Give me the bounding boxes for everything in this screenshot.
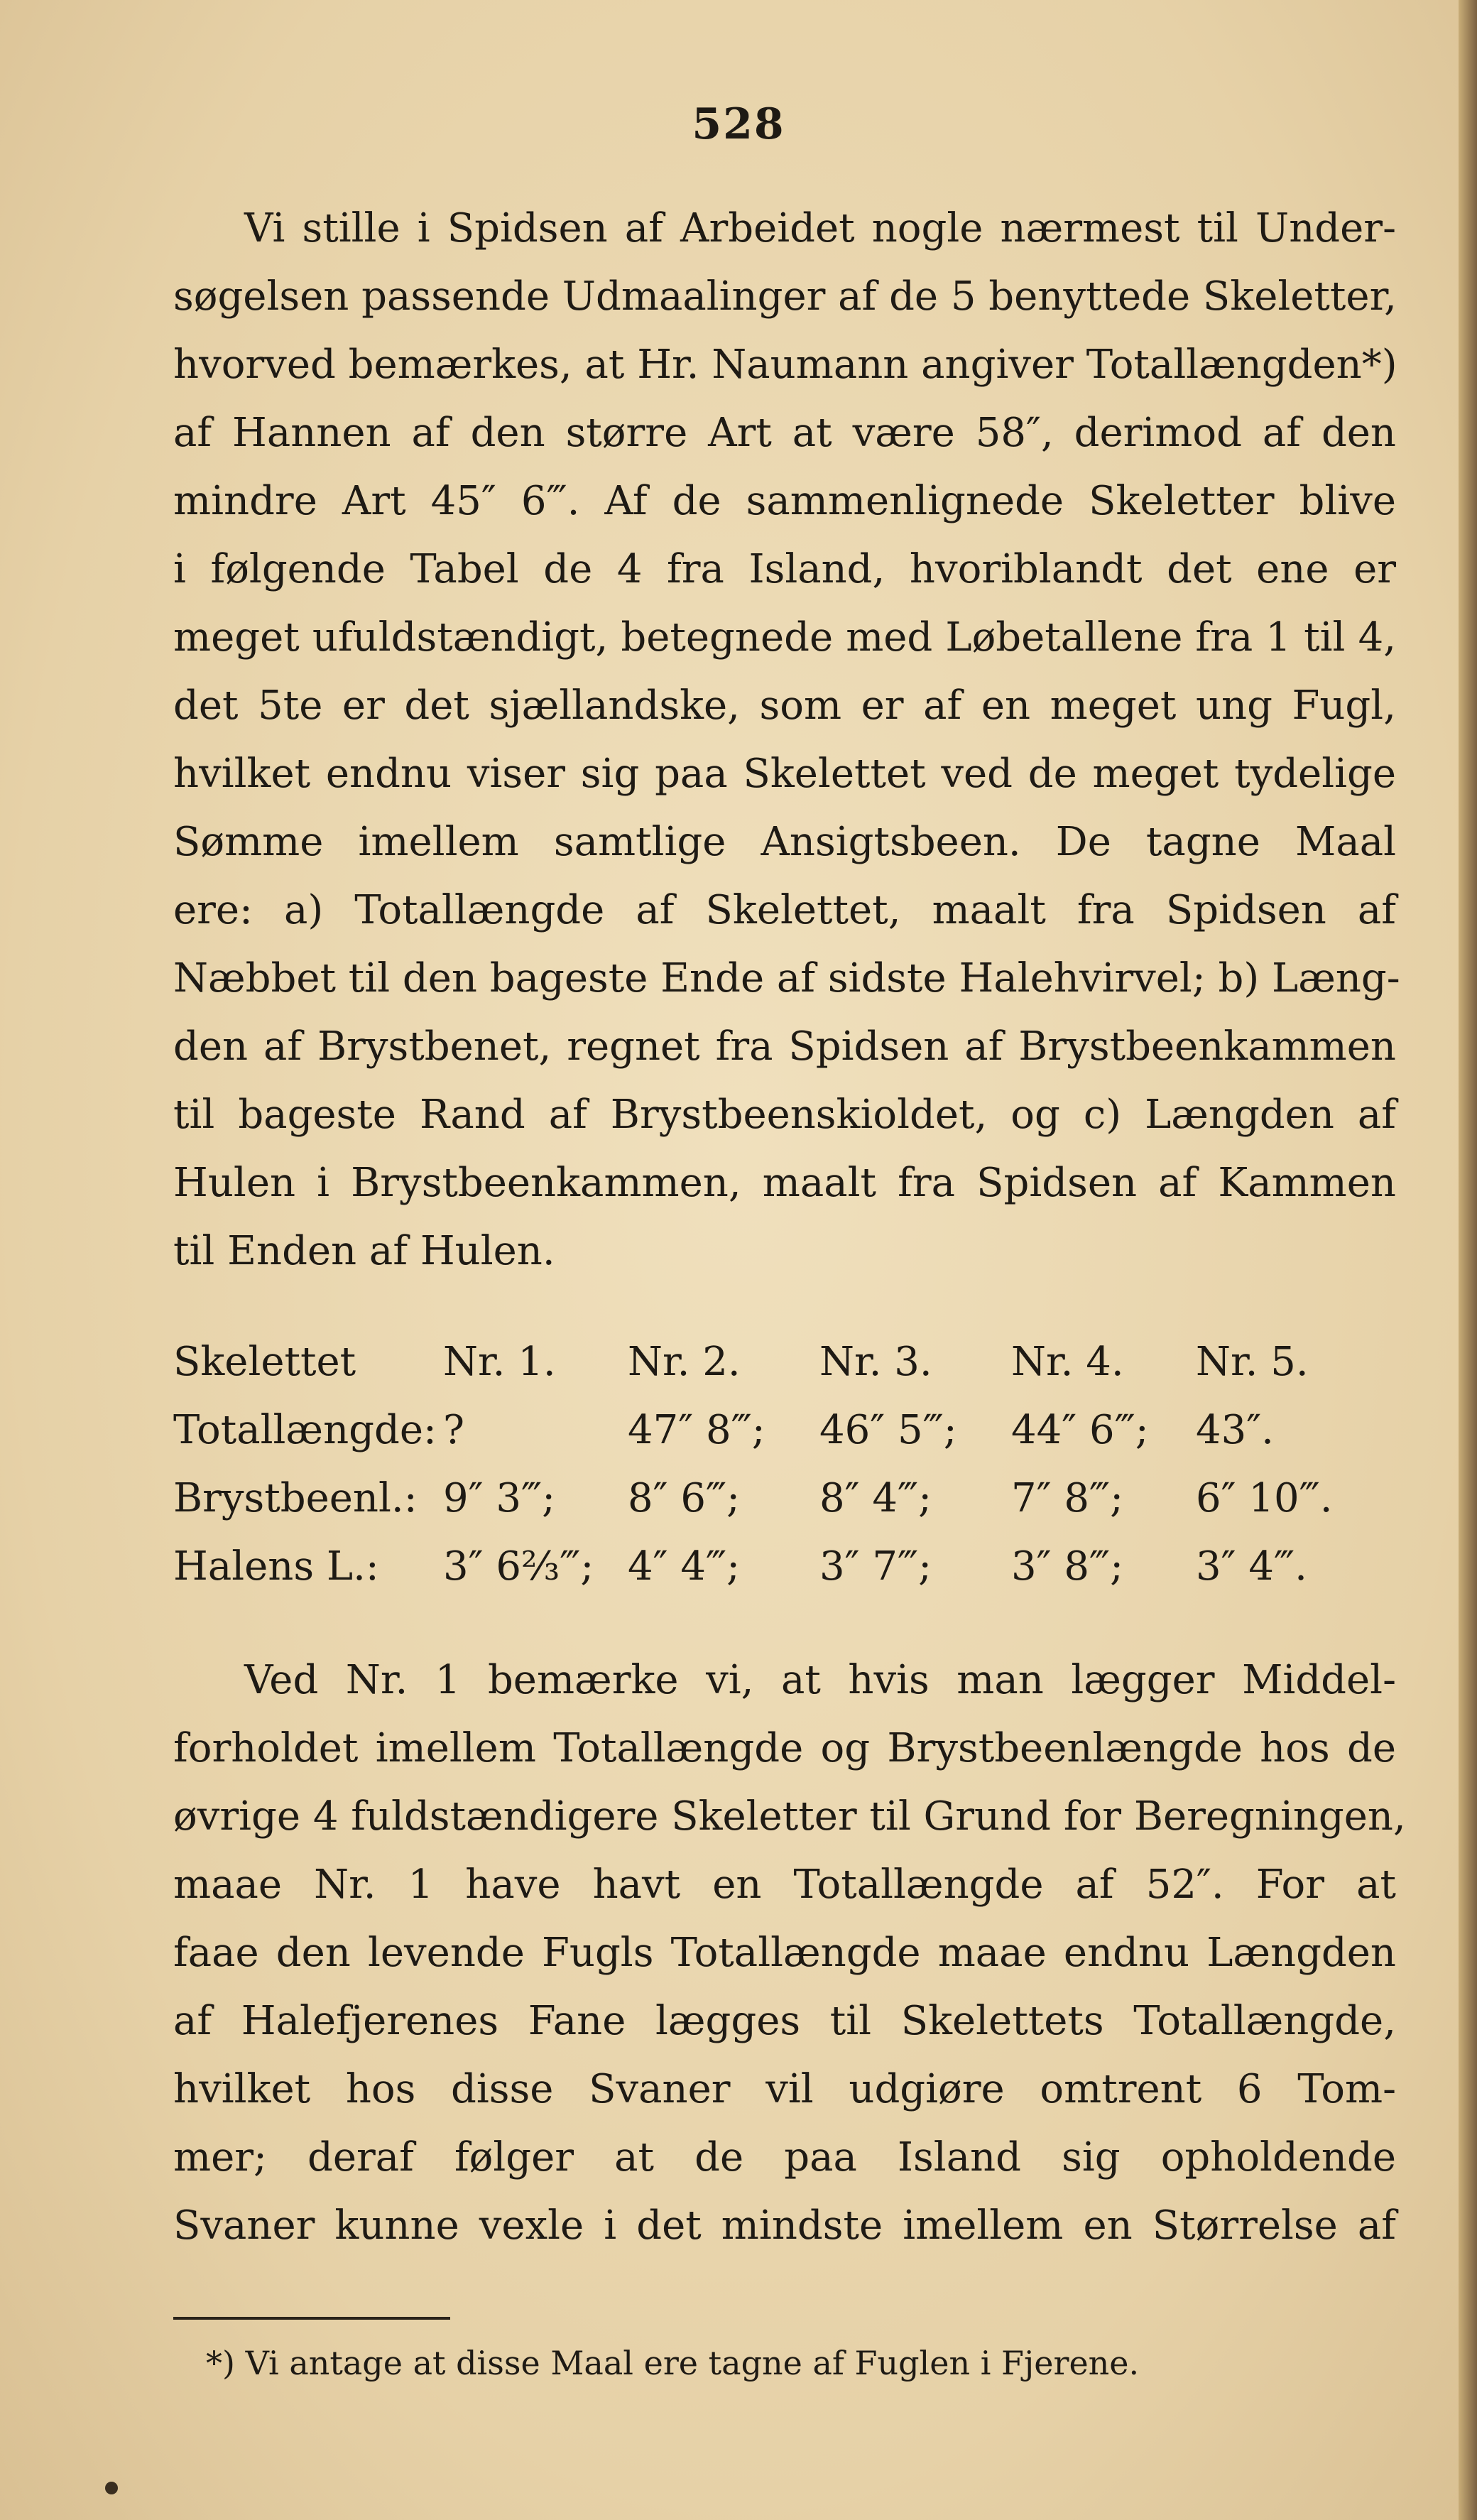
table-cell: 3″ 6⅔‴; <box>443 1543 594 1590</box>
table-cell: ? <box>443 1407 465 1453</box>
text-line: Næbbet til den bageste Ende af sidste Halehvirvel; b) Læng- <box>173 955 1400 1001</box>
table-cell: 8″ 4‴; <box>819 1475 932 1521</box>
table-cell: Brystbeenl.: <box>173 1475 418 1521</box>
text-line: maae Nr. 1 have havt en Totallængde af 52″. For at <box>173 1862 1396 1908</box>
footnote-divider <box>173 2317 450 2320</box>
table-cell: 44″ 6‴; <box>1011 1407 1149 1453</box>
table-cell: 3″ 4‴. <box>1196 1543 1307 1590</box>
table-header-cell: Nr. 4. <box>1011 1339 1124 1385</box>
text-line: faae den levende Fugls Totallængde maae endnu Længden <box>173 1930 1396 1976</box>
page-edge-shadow <box>1459 0 1477 2520</box>
text-line: Vi stille i Spidsen af Arbeidet nogle nærmest til Under- <box>244 205 1396 251</box>
text-line: søgelsen passende Udmaalinger af de 5 benyttede Skeletter, <box>173 273 1397 320</box>
text-line: Hulen i Brystbeenkammen, maalt fra Spidsen af Kammen <box>173 1160 1396 1206</box>
table-cell: 43″. <box>1196 1407 1274 1453</box>
paragraph-1 <box>173 195 1400 1286</box>
table-header-cell: Nr. 3. <box>819 1339 932 1385</box>
table-row <box>173 1533 1396 1601</box>
text-line: til bageste Rand af Brystbeenskioldet, og c) Længden af <box>173 1092 1396 1138</box>
table-cell: 47″ 8‴; <box>628 1407 765 1453</box>
text-line: meget ufuldstændigt, betegnede med Løbetallene fra 1 til 4, <box>173 614 1396 661</box>
table-header-row <box>173 1328 1396 1396</box>
text-line: mindre Art 45″ 6‴. Af de sammenlignede Skeletter blive <box>173 478 1396 524</box>
text-line: forholdet imellem Totallængde og Brystbeenlængde hos de <box>173 1725 1396 1771</box>
table-cell: 6″ 10‴. <box>1196 1475 1333 1521</box>
table-header-cell: Skelettet <box>173 1339 356 1385</box>
text-line: det 5te er det sjællandske, som er af en meget ung Fugl, <box>173 683 1396 729</box>
text-line: Svaner kunne vexle i det mindste imellem en Størrelse af <box>173 2203 1396 2249</box>
page-number: 528 <box>692 99 785 149</box>
table-cell: 9″ 3‴; <box>443 1475 555 1521</box>
table-cell: Halens L.: <box>173 1543 379 1590</box>
text-line: i følgende Tabel de 4 fra Island, hvoriblandt det ene er <box>173 546 1396 592</box>
measurement-table <box>173 1328 1396 1601</box>
text-line: Sømme imellem samtlige Ansigtsbeen. De tagne Maal <box>173 819 1396 865</box>
text-line: af Halefjerenes Fane lægges til Skelettets Totallængde, <box>173 1998 1396 2044</box>
table-cell: Totallængde: <box>173 1407 437 1453</box>
table-header-cell: Nr. 1. <box>443 1339 556 1385</box>
ink-blot <box>102 2479 120 2497</box>
table-cell: 8″ 6‴; <box>628 1475 740 1521</box>
table-cell: 7″ 8‴; <box>1011 1475 1123 1521</box>
text-line: Ved Nr. 1 bemærke vi, at hvis man lægger Middel- <box>244 1657 1396 1703</box>
text-line: hvilket endnu viser sig paa Skelettet ved de meget tydelige <box>173 751 1396 797</box>
table-cell: 4″ 4‴; <box>628 1543 740 1590</box>
table-header-cell: Nr. 2. <box>628 1339 741 1385</box>
paragraph-2 <box>173 1646 1406 2260</box>
table-cell: 3″ 8‴; <box>1011 1543 1123 1590</box>
text-line: ere: a) Totallængde af Skelettet, maalt fra Spidsen af <box>173 887 1396 933</box>
text-line: til Enden af Hulen. <box>173 1228 555 1274</box>
text-line: af Hannen af den større Art at være 58″, derimod af den <box>173 410 1396 456</box>
text-line: hvorved bemærkes, at Hr. Naumann angiver Totallængden*) <box>173 342 1397 388</box>
table-header-cell: Nr. 5. <box>1196 1339 1309 1385</box>
text-line: hvilket hos disse Svaner vil udgiøre omtrent 6 Tom- <box>173 2066 1396 2112</box>
footnote: *) Vi antage at disse Maal ere tagne af Fuglen i Fjerene. <box>206 2344 1140 2382</box>
table-cell: 3″ 7‴; <box>819 1543 932 1590</box>
table-cell: 46″ 5‴; <box>819 1407 957 1453</box>
table-row <box>173 1465 1396 1533</box>
text-line: øvrige 4 fuldstændigere Skeletter til Grund for Beregningen, <box>173 1793 1406 1840</box>
text-line: den af Brystbenet, regnet fra Spidsen af Brystbeenkammen <box>173 1023 1396 1070</box>
text-line: mer; deraf følger at de paa Island sig opholdende <box>173 2134 1396 2180</box>
table-row <box>173 1396 1396 1465</box>
